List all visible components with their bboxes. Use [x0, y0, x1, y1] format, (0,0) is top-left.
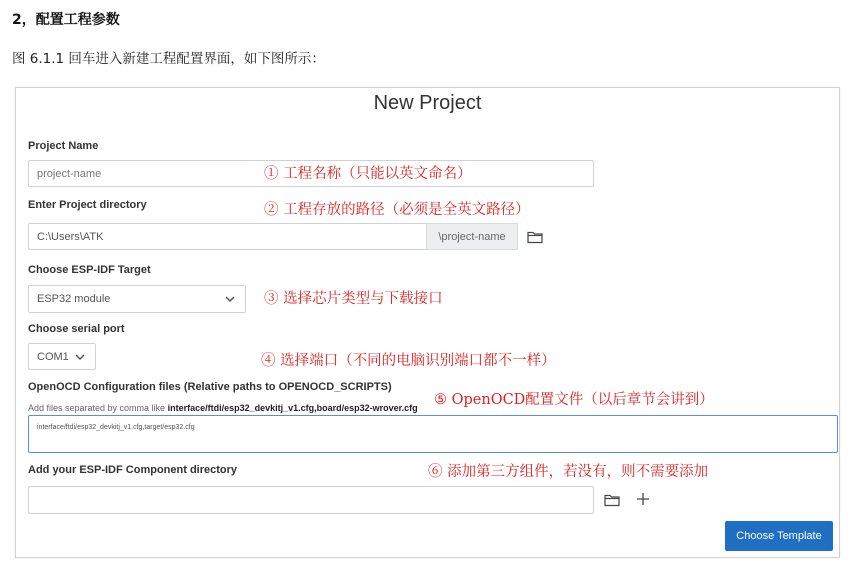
folder-icon[interactable]	[527, 229, 543, 248]
project-directory-input[interactable]: C:\Users\ATK	[28, 223, 438, 250]
section-heading: 2，配置工程参数	[12, 12, 120, 28]
openocd-hint: Add files separated by comma like interface/ftdi/esp32_devkitj_v1.cfg,board/esp32-wrover.cfg	[28, 403, 418, 413]
project-directory-label: Enter Project directory	[28, 199, 147, 211]
dialog-title: New Project	[373, 92, 482, 114]
plus-icon[interactable]	[636, 491, 650, 510]
component-directory-input[interactable]	[28, 486, 594, 514]
annotation-serial-port: ④ 选择端口（不同的电脑识别端口都不一样）	[261, 353, 556, 369]
new-project-dialog	[15, 87, 840, 558]
choose-template-button[interactable]: Choose Template	[725, 521, 833, 551]
project-name-label: Project Name	[28, 140, 99, 152]
annotation-openocd: ⑤ OpenOCD配置文件（以后章节会讲到）	[434, 392, 714, 408]
annotation-component-directory: ⑥ 添加第三方组件，若没有，则不需要添加	[428, 464, 709, 480]
serial-port-select[interactable]	[28, 343, 96, 370]
project-directory-suffix: \project-name	[426, 223, 518, 250]
component-directory-label: Add your ESP-IDF Component directory	[28, 464, 238, 476]
openocd-label: OpenOCD Configuration files (Relative paths to OPENOCD_SCRIPTS)	[28, 381, 392, 393]
folder-icon[interactable]	[604, 492, 620, 511]
openocd-input[interactable]: interface/ftdi/esp32_devkitj_v1.cfg,target/esp32.cfg	[28, 415, 838, 453]
annotation-project-directory: ② 工程存放的路径（必须是全英文路径）	[264, 202, 530, 218]
annotation-target: ③ 选择芯片类型与下载接口	[264, 291, 443, 307]
chevron-down-icon	[75, 352, 85, 364]
target-select-value: ESP32 module	[37, 293, 111, 305]
serial-port-select-value: COM1	[37, 350, 69, 363]
figure-caption: 图 6.1.1 回车进入新建工程配置界面，如下图所示：	[12, 51, 325, 67]
target-select[interactable]	[28, 285, 246, 313]
annotation-project-name: ① 工程名称（只能以英文命名）	[264, 166, 472, 182]
serial-port-label: Choose serial port	[28, 323, 125, 335]
target-label: Choose ESP-IDF Target	[28, 264, 151, 276]
chevron-down-icon	[225, 294, 235, 306]
project-name-input[interactable]: project-name	[28, 160, 594, 187]
